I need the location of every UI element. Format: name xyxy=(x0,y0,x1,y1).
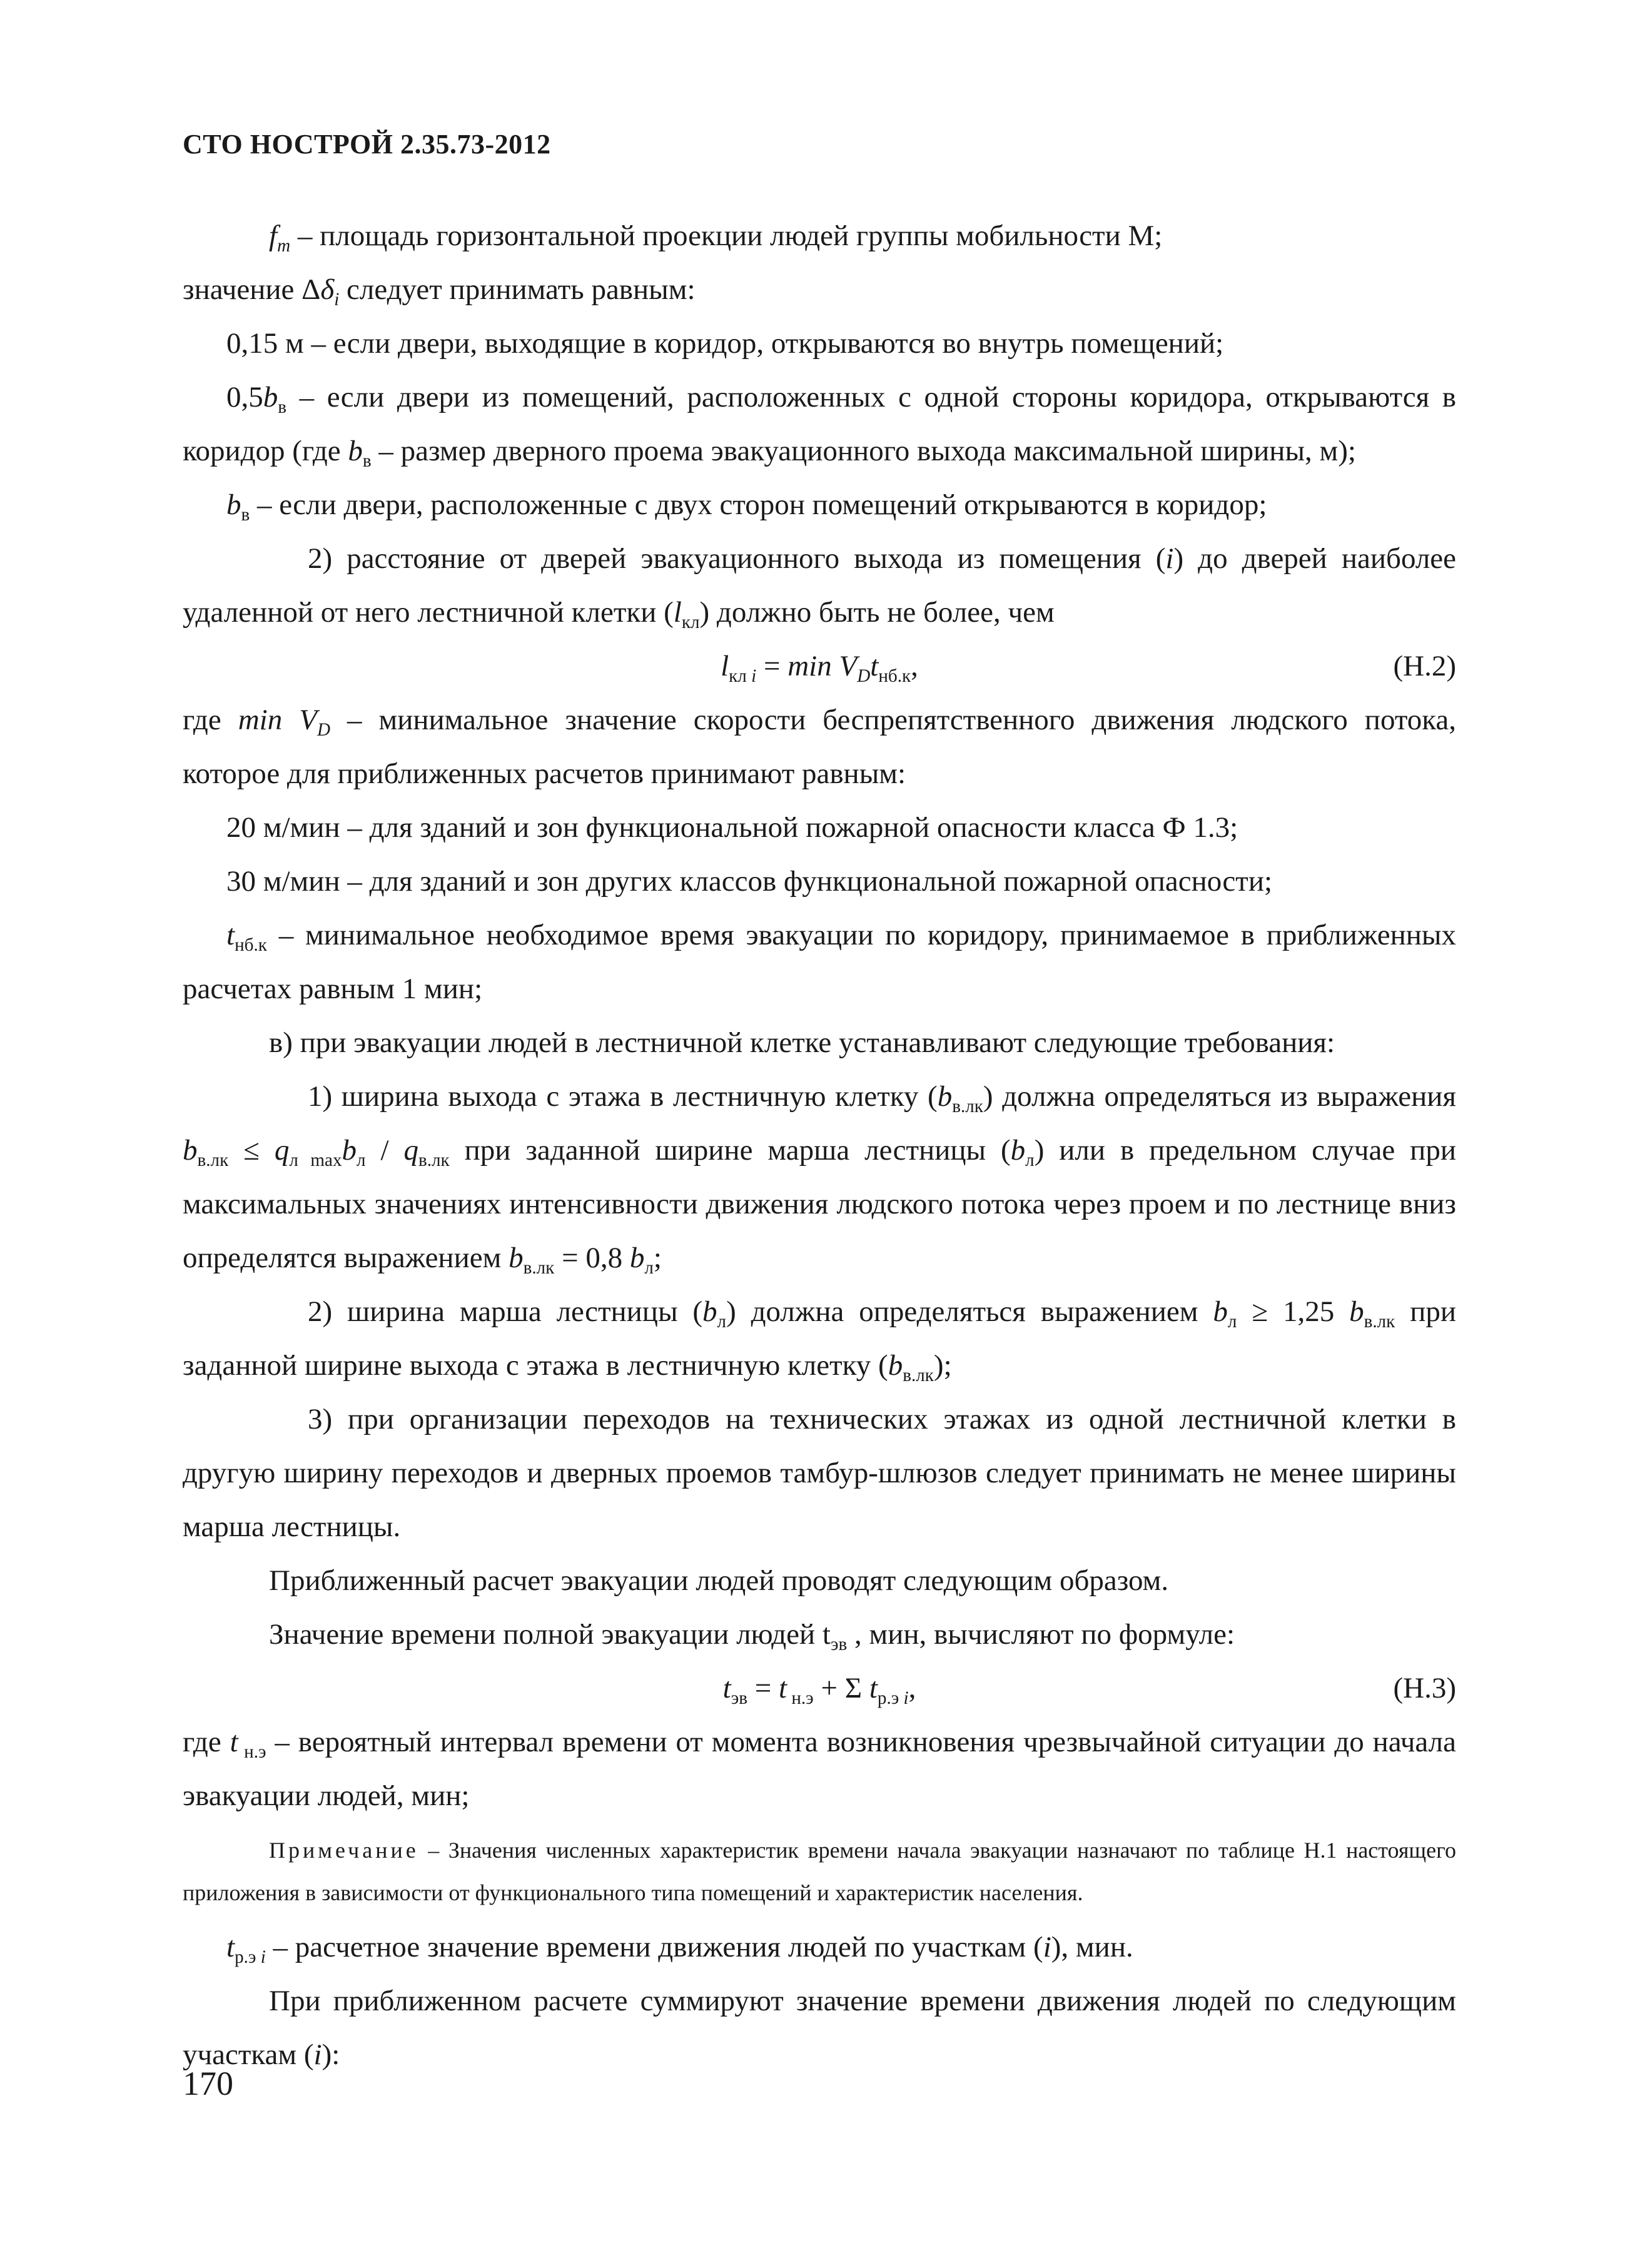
paragraph: $f_m$ – площадь горизонтальной проекции людей группы мобильности М; xyxy=(269,220,1163,256)
formula-number: (Н.3) xyxy=(1393,1672,1456,1704)
paragraph: При приближенном расчете суммируют значение времени движения людей по следующим участкам (i): xyxy=(183,1985,1456,2071)
formula-h3: $t_{эв} = t$ $_{н.э}$ + Σ $t_{р.э i}$, (Н.3) xyxy=(183,1661,1456,1715)
paragraph: 20 м/мин – для зданий и зон функциональной пожарной опасности класса Ф 1.3; xyxy=(226,811,1238,844)
paragraph: 30 м/мин – для зданий и зон других классов функциональной пожарной опасности; xyxy=(226,865,1273,898)
note: Примечание – Значения численных характеристик времени начала эвакуации назначают по таблице Н.1 настоящего приложения в зависимости от функционального типа помещений и характеристик населения. xyxy=(183,1838,1456,1905)
paragraph: $t_{нб.к}$ – минимальное необходимое время эвакуации по коридору, принимаемое в приближенных расчетах равным 1 мин; xyxy=(183,919,1456,1005)
paragraph: 2) ширина марша лестницы $(b_л)$ должна определяться выражением $b_л \ge 1,25$ $b_{в.лк}$ при заданной ширине выхода с этажа в лестничную клетку $(b_{в.лк})$; xyxy=(183,1295,1456,1386)
note-label: Примечание xyxy=(269,1838,419,1863)
page-number: 170 xyxy=(183,2065,233,2102)
document-header: СТО НОСТРОЙ 2.35.73-2012 xyxy=(183,129,551,159)
paragraph: $b_в$ – если двери, расположенные с двух сторон помещений открываются в коридор; xyxy=(226,489,1267,525)
paragraph: Значение времени полной эвакуации людей $t_{эв}$ , мин, вычисляют по формуле: xyxy=(269,1618,1235,1655)
paragraph: $t_{р.э i}$ – расчетное значение времени движения людей по участкам (i), мин. xyxy=(226,1931,1133,1968)
paragraph: 1) ширина выхода с этажа в лестничную клетку $(b_{в.лк})$ должна определяться из выражения $b_{в.лк} \le q_{л max}b_л / q_{в.лк}$ при заданной ширине марша лестницы $(b_л)$ или в предельном случае при максимальных значениях интенсивности движения людского потока через проем и по лестнице вниз определятся выражением $b_{в.лк} = 0,8$ $b_л$; xyxy=(183,1080,1456,1278)
paragraph: 0,15 м – если двери, выходящие в коридор, открываются во внутрь помещений; xyxy=(226,327,1224,360)
paragraph: 3) при организации переходов на технических этажах из одной лестничной клетки в другую ширину переходов и дверных проемов тамбур-шлюзов следует принимать не менее ширины марша лестницы. xyxy=(183,1403,1456,1543)
formula-h2: $l_{кл i} = \min V_Dt_{нб.к}$, (Н.2) xyxy=(183,639,1456,693)
paragraph: Приближенный расчет эвакуации людей проводят следующим образом. xyxy=(269,1564,1169,1597)
body-text xyxy=(183,209,1456,2082)
paragraph: где $\min V_D$ – минимальное значение скорости беспрепятственного движения людского потока, которое для приближенных расчетов принимают равным: xyxy=(183,704,1456,790)
paragraph: в) при эвакуации людей в лестничной клетке устанавливают следующие требования: xyxy=(269,1026,1335,1059)
formula-number: (Н.2) xyxy=(1393,650,1456,682)
paragraph: где t $_{н.э}$ – вероятный интервал времени от момента возникновения чрезвычайной ситуации до начала эвакуации людей, мин; xyxy=(183,1726,1456,1812)
paragraph: значение $\Delta\delta_i$ следует принимать равным: xyxy=(183,273,696,310)
paragraph: $0,5b_в$ – если двери из помещений, расположенных с одной стороны коридора, открываются в коридор (где $b_в$ – размер дверного проема эвакуационного выхода максимальной ширины, м); xyxy=(183,381,1456,472)
paragraph: 2) расстояние от дверей эвакуационного выхода из помещения (i) до дверей наиболее удаленной от него лестничной клетки $(l_{кл})$ должно быть не более, чем xyxy=(183,542,1456,633)
